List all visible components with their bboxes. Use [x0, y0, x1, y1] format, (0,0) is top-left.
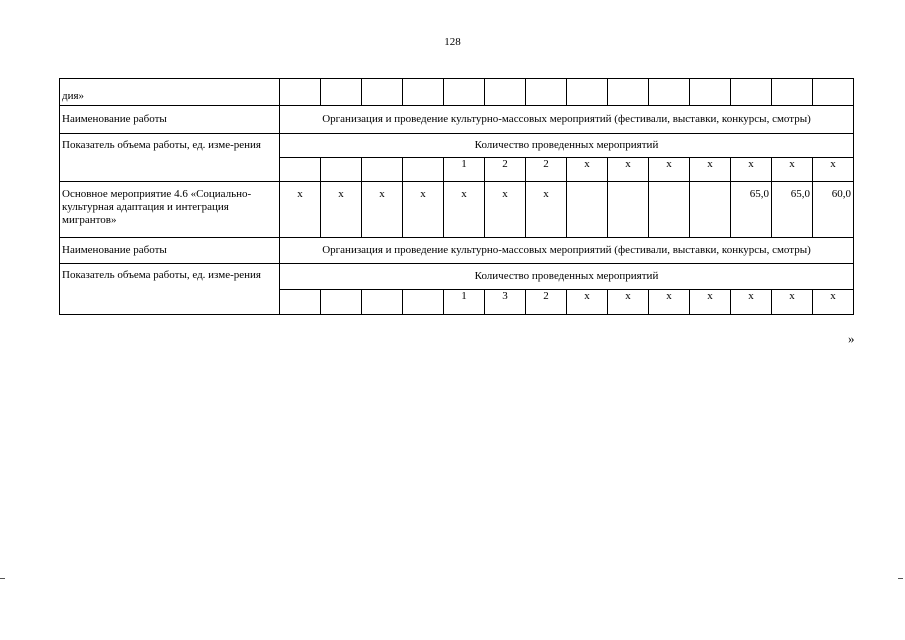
value-cell: 3: [485, 290, 526, 315]
value-cell: [321, 158, 362, 182]
value-cell: [280, 290, 321, 315]
table-row: [60, 182, 854, 238]
value-cell: х: [813, 158, 854, 182]
value-cell: х: [485, 182, 526, 238]
value-cell: [567, 182, 608, 238]
value-cell: 65,0: [772, 182, 813, 238]
program-table: [59, 78, 854, 315]
value-cell: [444, 79, 485, 106]
value-cell: 2: [526, 158, 567, 182]
value-cell: [280, 79, 321, 106]
value-cell: х: [321, 182, 362, 238]
value-cell: [608, 79, 649, 106]
indicator-cell: Количество проведенных мероприятий: [280, 264, 854, 290]
value-cell: 60,0: [813, 182, 854, 238]
value-cell: х: [567, 158, 608, 182]
table-row: [60, 106, 854, 134]
value-cell: [403, 79, 444, 106]
value-cell: х: [731, 158, 772, 182]
table-row: [60, 134, 854, 158]
table-row: [60, 79, 854, 106]
value-cell: х: [362, 182, 403, 238]
value-cell: х: [567, 290, 608, 315]
closing-quote: »: [848, 331, 855, 346]
row-label: Показатель объема работы, ед. изме-рения: [60, 264, 280, 315]
row-label: Показатель объема работы, ед. изме-рения: [60, 134, 280, 182]
value-cell: х: [772, 158, 813, 182]
value-cell: [649, 79, 690, 106]
value-cell: х: [608, 158, 649, 182]
indicator-cell: Количество проведенных мероприятий: [280, 134, 854, 158]
value-cell: [321, 290, 362, 315]
value-cell: 2: [526, 290, 567, 315]
work-name-cell: Организация и проведение культурно-массовых мероприятий (фестивали, выставки, конкурсы, смотры): [280, 106, 854, 134]
value-cell: х: [772, 290, 813, 315]
value-cell: 2: [485, 158, 526, 182]
value-cell: [649, 182, 690, 238]
row-label: Наименование работы: [60, 238, 280, 264]
value-cell: х: [649, 158, 690, 182]
value-cell: х: [731, 290, 772, 315]
value-cell: х: [649, 290, 690, 315]
value-cell: [731, 79, 772, 106]
value-cell: [321, 79, 362, 106]
value-cell: х: [813, 290, 854, 315]
value-cell: [608, 182, 649, 238]
value-cell: х: [690, 290, 731, 315]
value-cell: х: [403, 182, 444, 238]
value-cell: 65,0: [731, 182, 772, 238]
table-row: [60, 238, 854, 264]
value-cell: х: [608, 290, 649, 315]
scan-margin-mark: [0, 578, 5, 579]
value-cell: [485, 79, 526, 106]
value-cell: х: [526, 182, 567, 238]
value-cell: х: [444, 182, 485, 238]
value-cell: х: [690, 158, 731, 182]
value-cell: [362, 290, 403, 315]
row-label: Основное мероприятие 4.6 «Социально-культурная адаптация и интеграция мигрантов»: [60, 182, 280, 238]
value-cell: [813, 79, 854, 106]
value-cell: 1: [444, 290, 485, 315]
scan-margin-mark: [898, 578, 903, 579]
page-number: 128: [444, 36, 461, 48]
value-cell: [690, 182, 731, 238]
row-label: дия»: [60, 79, 280, 106]
value-cell: [567, 79, 608, 106]
value-cell: [280, 158, 321, 182]
value-cell: х: [280, 182, 321, 238]
value-cell: [772, 79, 813, 106]
row-label: Наименование работы: [60, 106, 280, 134]
value-cell: [403, 290, 444, 315]
table-row: [60, 264, 854, 290]
value-cell: [526, 79, 567, 106]
work-name-cell: Организация и проведение культурно-массовых мероприятий (фестивали, выставки, конкурсы, смотры): [280, 238, 854, 264]
value-cell: [362, 158, 403, 182]
value-cell: 1: [444, 158, 485, 182]
value-cell: [362, 79, 403, 106]
value-cell: [690, 79, 731, 106]
value-cell: [403, 158, 444, 182]
